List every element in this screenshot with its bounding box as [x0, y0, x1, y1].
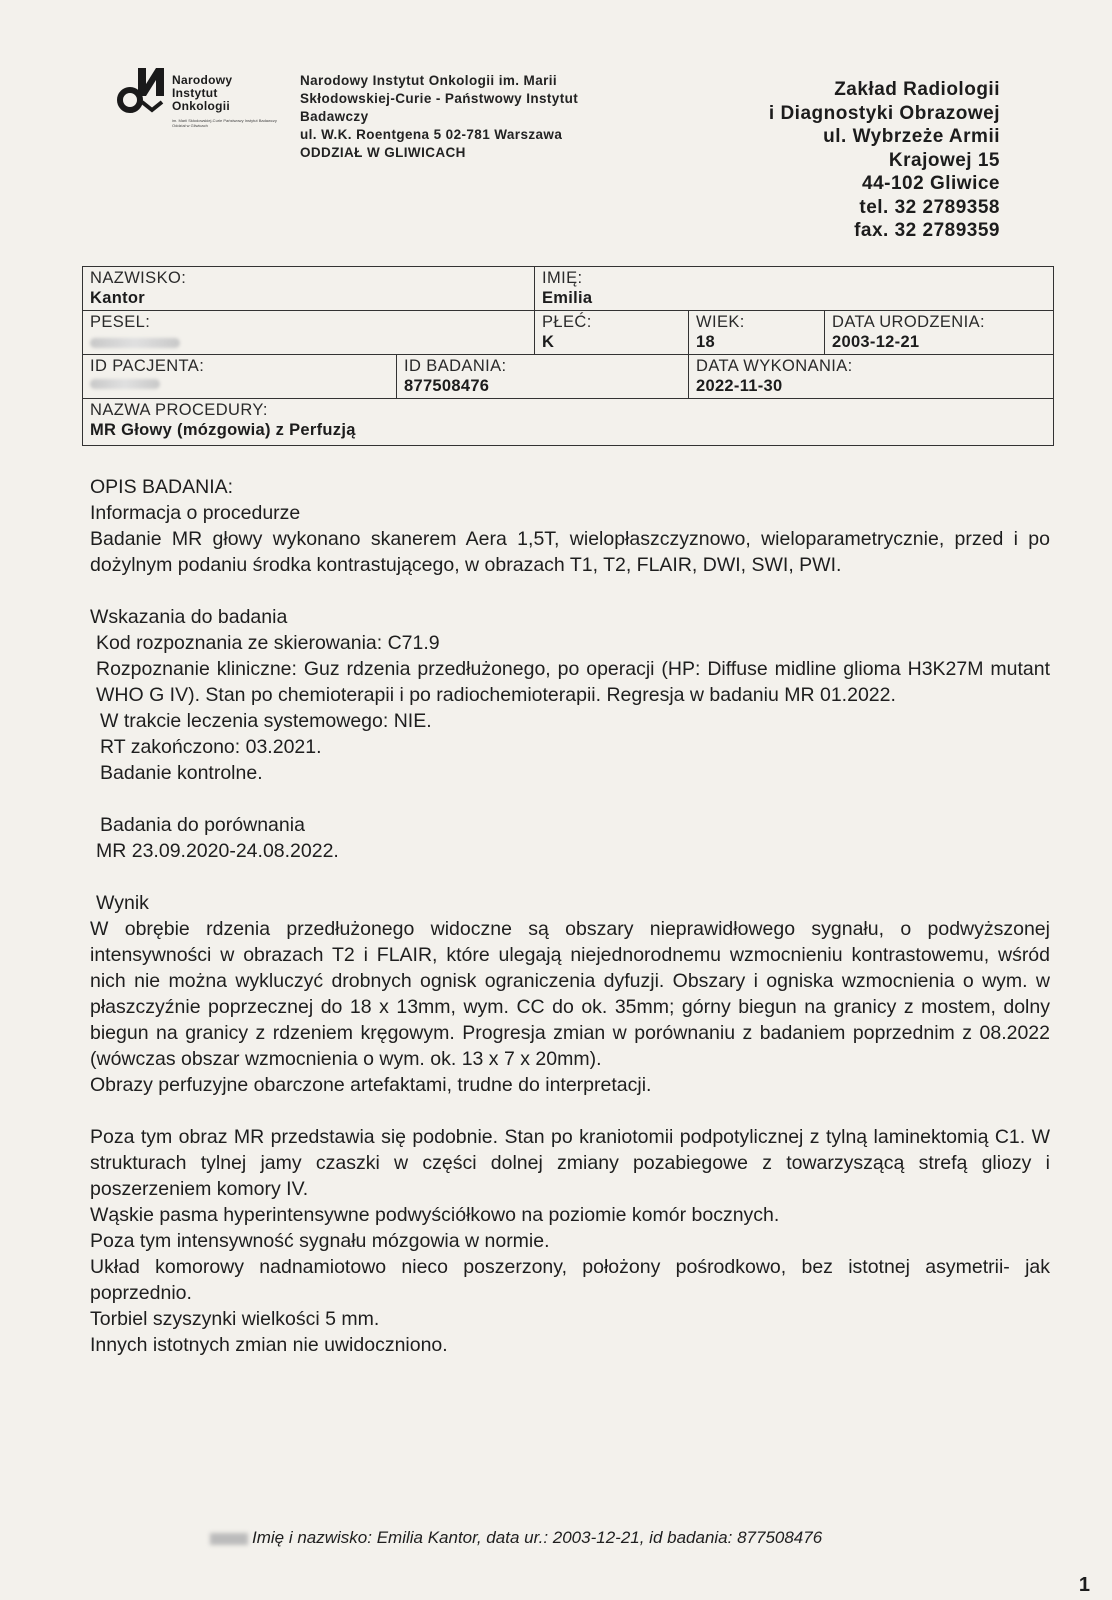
cell-sex	[535, 311, 689, 355]
procedure-value: MR Głowy (mózgowia) z Perfuzją	[90, 421, 356, 439]
procedure-info-title: Informacja o procedurze	[90, 502, 301, 524]
procedure-label: NAZWA PROCEDURY:	[90, 401, 268, 419]
cell-name	[535, 267, 1053, 311]
dob-label: DATA URODZENIA:	[832, 313, 985, 331]
institute-line-3: Badawczy	[300, 109, 369, 124]
cell-age	[689, 311, 825, 355]
department-phone: tel. 32 2789358	[859, 196, 1000, 218]
comparison-title: Badania do porównania	[100, 814, 305, 836]
department-line-5: 44-102 Gliwice	[862, 173, 1000, 194]
footer-text: Imię i nazwisko: Emilia Kantor, data ur.: 2003-12-21, id badania: 877508476	[252, 1528, 823, 1547]
other-findings-5: Torbiel szyszynki wielkości 5 mm.	[90, 1308, 380, 1330]
name-value: Emilia	[542, 289, 593, 307]
cell-procedure	[83, 399, 1053, 445]
procedure-info-text: Badanie MR głowy wykonano skanerem Aera 1,5T, wielopłaszczyznowo, wieloparametrycznie, przed i po dożylnym podaniu środka kontrastującego, w obrazach T1, T2, FLAIR, DWI, SWI, PWI.	[90, 528, 1050, 576]
clinical-diagnosis: Rozpoznanie kliniczne: Guz rdzenia przedłużonego, po operacji (HP: Diffuse midline glioma H3K27M mutant WHO G IV). Stan po chemioterapii i po radiochemioterapii. Regresja w badaniu MR 01.2022.	[96, 658, 1050, 706]
logo-mark-icon	[116, 66, 166, 116]
department-fax: fax. 32 2789359	[854, 220, 1000, 241]
sex-value: K	[542, 333, 555, 351]
cell-patient-id	[83, 355, 397, 399]
institute-logo	[116, 66, 284, 146]
pesel-label: PESEL:	[90, 313, 151, 331]
patient-id-label: ID PACJENTA:	[90, 357, 205, 375]
institute-line-1: Narodowy Instytut Onkologii im. Marii	[300, 73, 558, 88]
age-value: 18	[696, 333, 715, 351]
control-exam: Badanie kontrolne.	[100, 762, 263, 784]
report-body	[90, 474, 1050, 1358]
other-findings-2: Wąskie pasma hyperintensywne podwyściółkowo na poziomie komór bocznych.	[90, 1204, 780, 1226]
logo-subtext: im. Marii Skłodowskiej-Curie Państwowy Instytut Badawczy Oddział w Gliwicach	[172, 118, 277, 128]
exam-id-label: ID BADANIA:	[404, 357, 507, 375]
department-line-2: i Diagnostyki Obrazowej	[768, 102, 1000, 124]
department-line-3: ul. Wybrzeże Armii	[823, 126, 1000, 147]
other-findings-6: Innych istotnych zmian nie uwidoczniono.	[90, 1334, 448, 1356]
institute-line-4: ul. W.K. Roentgena 5 02-781 Warszawa	[300, 127, 563, 142]
cell-dob	[825, 311, 1053, 355]
other-findings-1: Poza tym obraz MR przedstawia się podobnie. Stan po kraniotomii podpotylicznej z tylną laminektomią C1. W strukturach tylnej jamy czaszki w części dolnej zmiany pozabiegowe z towarzyszącą strefą gliozy i poszerzeniem komory IV.	[90, 1126, 1050, 1200]
logo-line-1: Narodowy	[172, 73, 233, 87]
perfusion-note: Obrazy perfuzyjne obarczone artefaktami, trudne do interpretacji.	[90, 1074, 652, 1096]
rt-completed: RT zakończono: 03.2021.	[100, 736, 322, 758]
footer-redacted	[210, 1533, 248, 1545]
pesel-redacted	[90, 338, 180, 348]
cell-exam-id	[397, 355, 689, 399]
logo-line-2: Instytut	[172, 86, 218, 100]
age-label: WIEK:	[696, 313, 745, 331]
page-footer	[210, 1528, 822, 1548]
surname-label: NAZWISKO:	[90, 269, 187, 287]
patient-table	[82, 266, 1054, 446]
page-number: 1	[1078, 1574, 1090, 1596]
other-findings-3: Poza tym intensywność sygnału mózgowia w normie.	[90, 1230, 550, 1252]
name-label: IMIĘ:	[542, 269, 583, 287]
comparison-exams: MR 23.09.2020-24.08.2022.	[96, 840, 339, 862]
report-heading: OPIS BADANIA:	[90, 476, 234, 498]
exam-date-value: 2022-11-30	[696, 377, 783, 395]
department-line-4: Krajowej 15	[888, 149, 1000, 171]
systemic-treatment: W trakcie leczenia systemowego: NIE.	[100, 710, 432, 732]
diagnosis-code: Kod rozpoznania ze skierowania: C71.9	[96, 632, 440, 654]
cell-pesel	[83, 311, 535, 355]
cell-exam-date	[689, 355, 1053, 399]
institute-address	[300, 72, 578, 162]
sex-label: PŁEĆ:	[542, 313, 592, 331]
exam-date-label: DATA WYKONANIA:	[696, 357, 853, 375]
logo-line-3: Onkologii	[172, 99, 231, 113]
patient-id-redacted	[90, 379, 160, 389]
institute-line-5: ODDZIAŁ W GLIWICACH	[300, 145, 466, 160]
cell-surname	[83, 267, 535, 311]
department-address	[769, 78, 1000, 243]
surname-value: Kantor	[90, 289, 145, 307]
exam-id-value: 877508476	[404, 377, 490, 395]
institute-line-2: Skłodowskiej-Curie - Państwowy Instytut	[300, 91, 579, 106]
department-line-1: Zakład Radiologii	[834, 79, 1000, 100]
dob-value: 2003-12-21	[832, 333, 920, 351]
result-text: W obrębie rdzenia przedłużonego widoczne są obszary nieprawidłowego sygnału, o podwyższonej intensywności w obrazach T2 i FLAIR, które ulegają niejednorodnemu wzmocnieniu kontrastowemu, wśród nich nie można wykluczyć drobnych ognisk ograniczenia dyfuzji. Obszary i ogniska wzmocnienia o wym. w płaszczyźnie poprzecznej do 18 x 13mm, wym. CC do ok. 35mm; górny biegun na granicy z mostem, dolny biegun na granicy z rdzeniem kręgowym. Progresja zmian w porównaniu z badaniem poprzednim z 08.2022 (wówczas obszar wzmocnienia o wym. ok. 13 x 7 x 20mm).	[90, 918, 1050, 1070]
indications-title: Wskazania do badania	[90, 606, 288, 628]
other-findings-4: Układ komorowy nadnamiotowo nieco poszerzony, położony pośrodkowo, bez istotnej asymetrii- jak poprzednio.	[90, 1256, 1050, 1304]
result-title: Wynik	[96, 892, 149, 914]
